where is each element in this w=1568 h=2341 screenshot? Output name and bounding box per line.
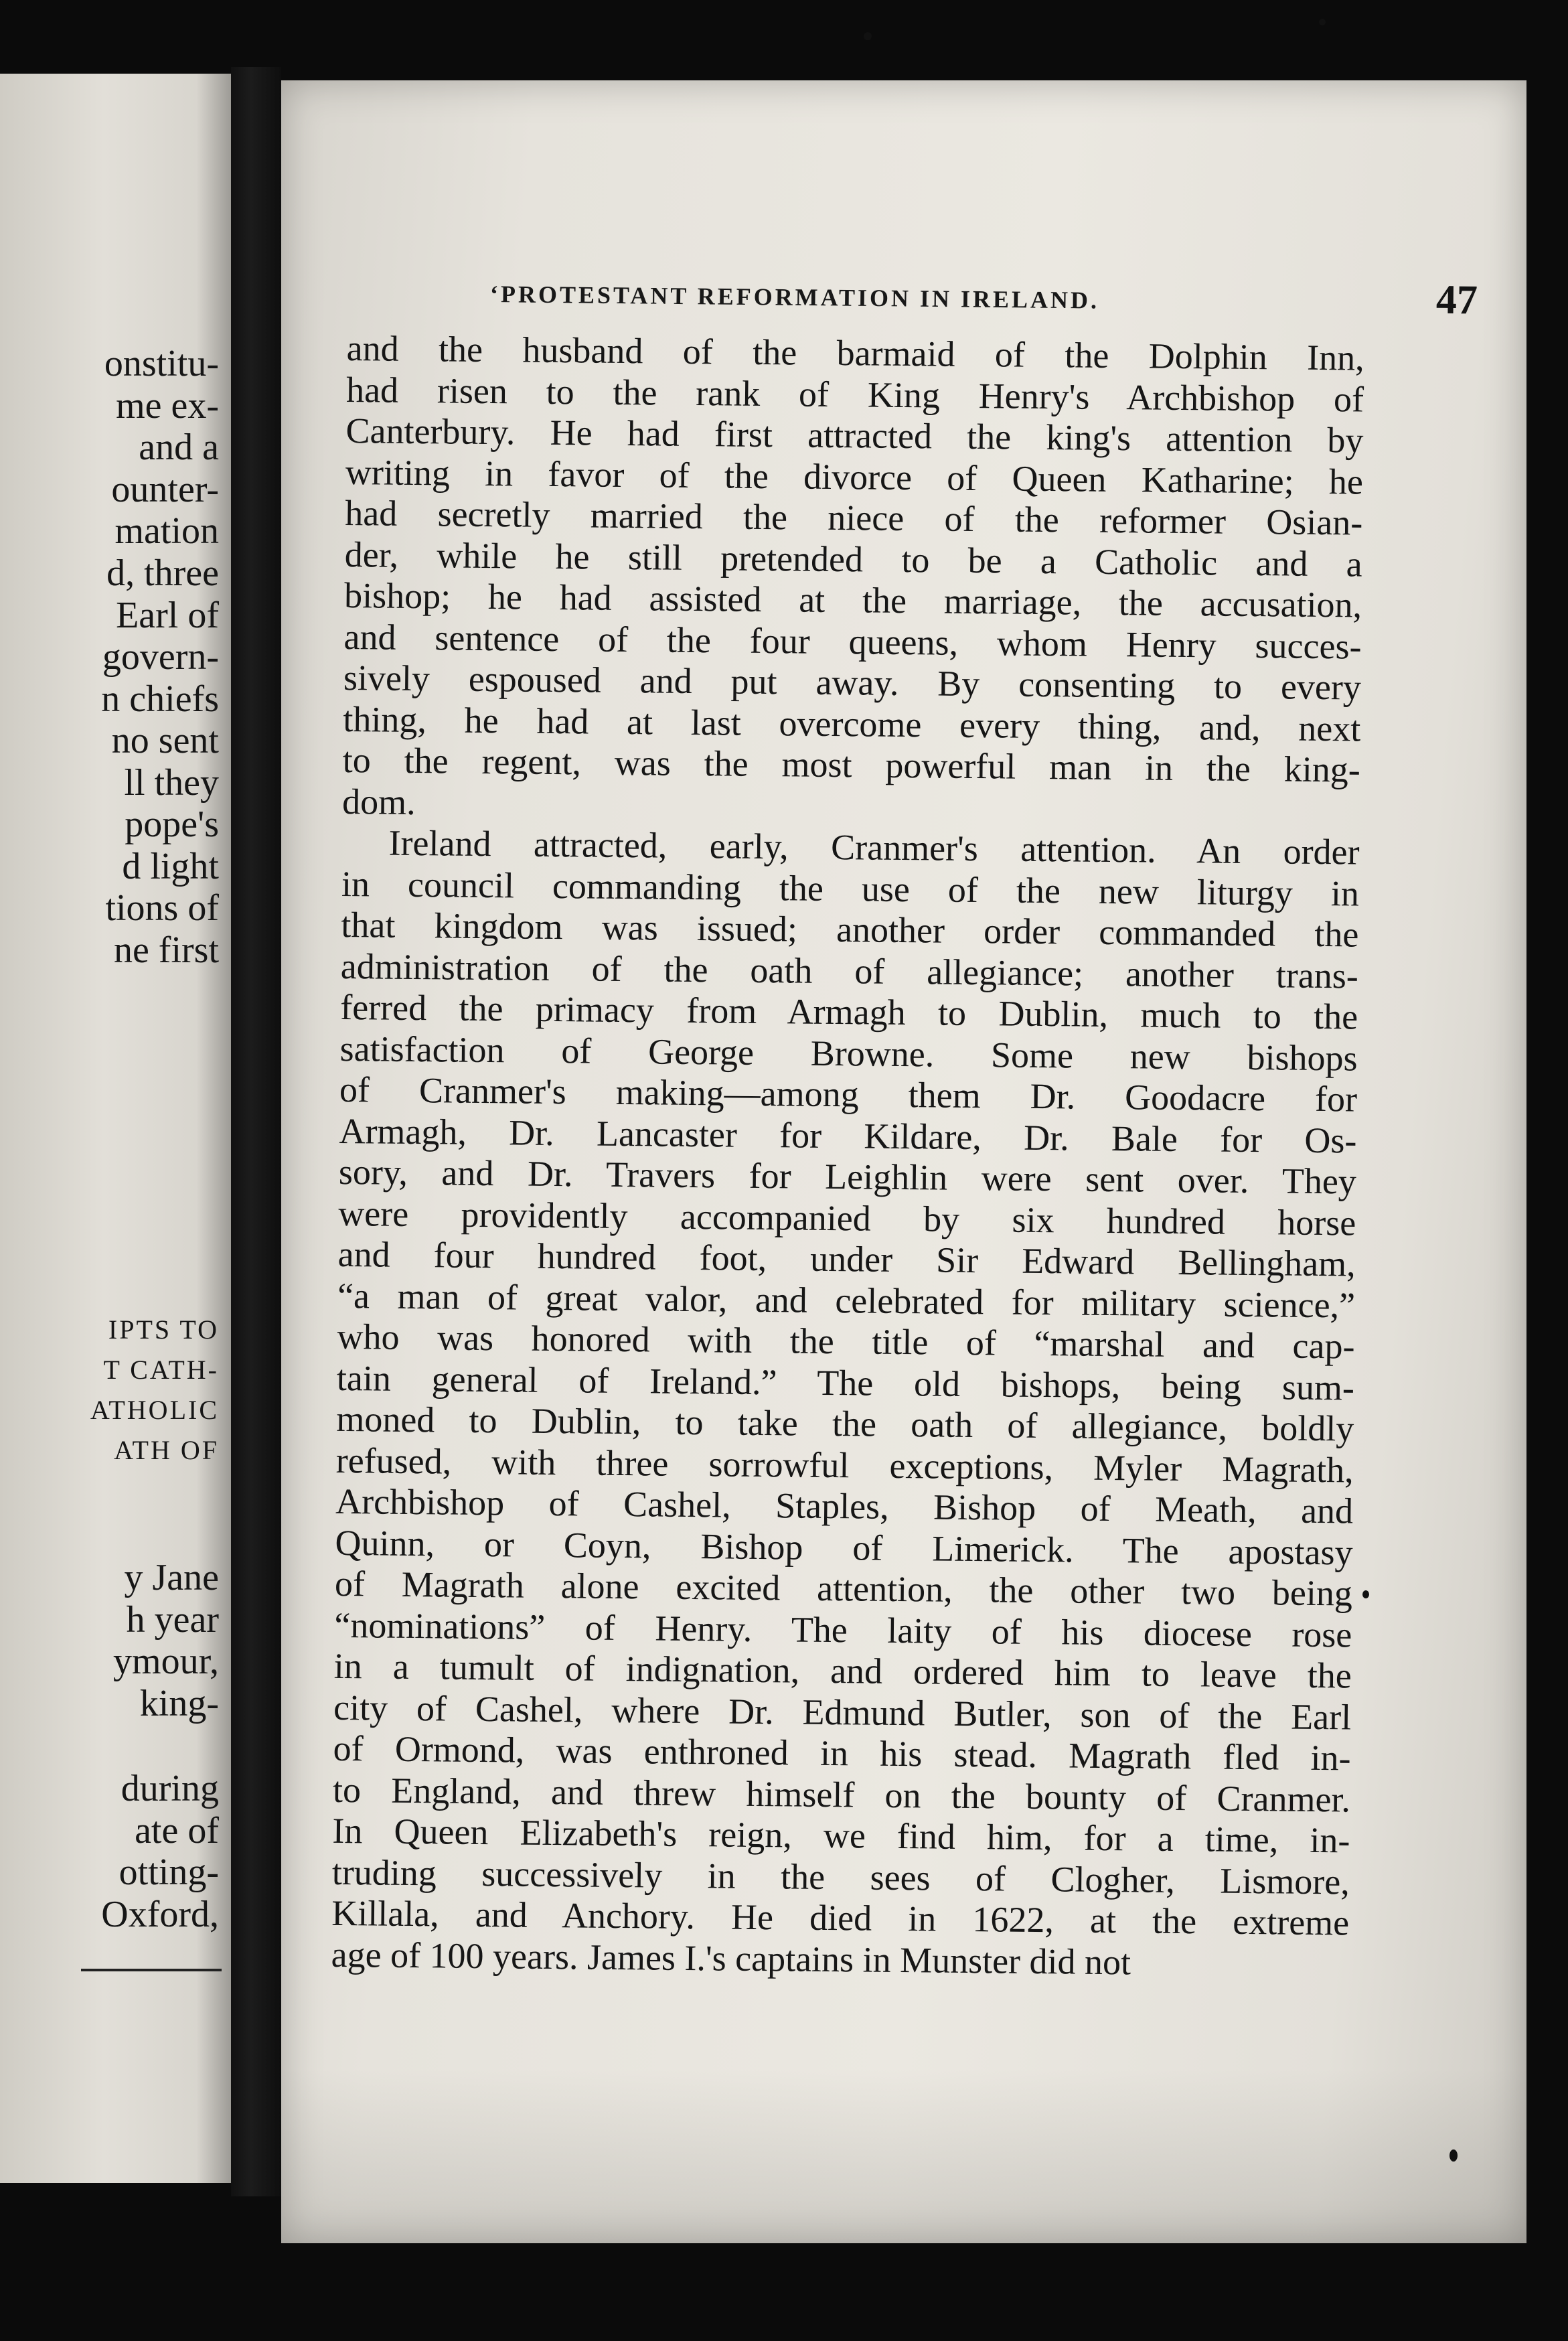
left-page-fragment: d light (122, 846, 219, 887)
text-line: of Cranmer's making—among them Dr. Goodacre for (339, 1069, 1358, 1120)
text-line: of Magrath alone excited attention, the other two being (334, 1563, 1353, 1614)
left-page-fragment: ate of (135, 1810, 219, 1852)
left-page-fragment: king- (139, 1683, 219, 1724)
paragraph-start-line: Ireland attracted, early, Cranmer's attention. An order (388, 822, 1360, 873)
left-page-fragment: and a (139, 427, 219, 468)
text-line: city of Cashel, where Dr. Edmund Butler, son of the Earl (333, 1687, 1352, 1737)
book-gutter (231, 67, 281, 2196)
scan-speck (1319, 19, 1326, 25)
scan-speck (1362, 1590, 1369, 1598)
left-page-fragment: IPTS TO (108, 1314, 219, 1345)
footnote-rule (81, 1969, 222, 1971)
text-line: Armagh, Dr. Lancaster for Kildare, Dr. Bale for Os- (339, 1110, 1357, 1161)
text-line: ferred the primacy from Armagh to Dublin, much to the (339, 986, 1358, 1037)
left-page-fragment: pope's (125, 804, 219, 845)
scan-speck (864, 32, 872, 40)
text-line: writing in favor of the divorce of Queen Katharine; he (345, 451, 1364, 502)
text-line: to England, and threw himself on the bounty of Cranmer. (332, 1769, 1351, 1819)
left-page-fragment: ATH OF (114, 1435, 219, 1465)
left-page-fragment: Earl of (116, 595, 219, 636)
left-page-fragment: d, three (106, 552, 219, 594)
left-page-fragment: n chiefs (101, 678, 219, 720)
left-page-fragment: onstitu- (104, 343, 219, 384)
text-line: truding successively in the sees of Clogher, Lismore, (331, 1852, 1350, 1902)
text-line: “a man of great valor, and celebrated for military science,” (337, 1275, 1356, 1326)
text-line: “nominations” of Henry. The laity of his diocese rose (334, 1604, 1352, 1655)
text-line: had secretly married the niece of the reformer Osian- (345, 492, 1363, 543)
text-line: in a tumult of indignation, and ordered him to leave the (333, 1645, 1352, 1696)
text-line: bishop; he had assisted at the marriage, the accusation, (343, 575, 1362, 625)
left-page-fragment: ymour, (113, 1641, 219, 1682)
page-number: 47 (1435, 277, 1478, 323)
text-line: Canterbury. He had first attracted the king's attention by (345, 410, 1364, 461)
body-text (331, 328, 1364, 1985)
text-line: moned to Dublin, to take the oath of allegiance, boldly (336, 1398, 1354, 1449)
left-page-fragment: ne first (113, 929, 219, 971)
book-page (281, 80, 1526, 2243)
left-page-fragment: mation (114, 510, 219, 552)
text-line: Archbishop of Cashel, Staples, Bishop of Meath, and (335, 1481, 1354, 1531)
left-page-fragment: T CATH- (103, 1355, 219, 1385)
text-line: to the regent, was the most powerful man in the king- (342, 739, 1361, 790)
text-line: of Ormond, was enthroned in his stead. Magrath fled in- (333, 1728, 1351, 1779)
text-line: sory, and Dr. Travers for Leighlin were sent over. They (338, 1151, 1357, 1202)
text-line: der, while he still pretended to be a Catholic and a (344, 534, 1362, 585)
text-line: dom. (341, 781, 416, 822)
text-line: and the husband of the barmaid of the Dolphin Inn, (346, 328, 1364, 378)
text-line: in council commanding the use of the new liturgy in (341, 863, 1360, 914)
text-line: had risen to the rank of King Henry's Archbishop of (345, 369, 1364, 420)
text-line: satisfaction of George Browne. Some new bishops (339, 1028, 1358, 1079)
text-line: tain general of Ireland.” The old bishops, being sum- (336, 1357, 1355, 1408)
left-page-fragment: govern- (102, 636, 219, 678)
left-page-fragment: ATHOLIC (90, 1395, 219, 1425)
text-line: and sentence of the four queens, whom Henry succes- (343, 616, 1362, 667)
left-page-fragment: me ex- (116, 385, 219, 427)
scan-speck (1449, 2149, 1458, 2162)
left-page-fragment: h year (126, 1599, 219, 1641)
text-line: were providently accompanied by six hundred horse (338, 1193, 1356, 1243)
left-page-fragment: otting- (119, 1852, 219, 1893)
text-line: refused, with three sorrowful exceptions, Myler Magrath, (335, 1440, 1354, 1491)
text-line: who was honored with the title of “marshal and cap- (337, 1316, 1355, 1367)
text-line: thing, he had at last overcome every thing, and, next (343, 698, 1361, 749)
left-page-fragment: y Jane (124, 1557, 219, 1598)
text-line: that kingdom was issued; another order commanded the (341, 904, 1359, 955)
text-line: administration of the oath of allegiance; another trans- (340, 946, 1359, 996)
previous-page-edge (0, 74, 231, 2183)
text-line: sively espoused and put away. By consenting to every (343, 657, 1362, 708)
page-title: ‘PROTESTANT REFORMATION IN IRELAND. (489, 281, 1100, 314)
left-page-fragment: during (121, 1768, 219, 1809)
text-line: In Queen Elizabeth's reign, we find him, for a time, in- (332, 1810, 1350, 1861)
text-line: age of 100 years. James I.'s captains in Munster did not (331, 1934, 1131, 1982)
running-header (489, 260, 1478, 337)
left-page-fragment: ll they (124, 762, 219, 804)
left-page-fragment: no sent (111, 720, 219, 761)
left-page-fragment: ounter- (111, 469, 219, 510)
left-page-fragment: Oxford, (101, 1894, 219, 1935)
left-page-fragment: tions of (105, 887, 219, 929)
text-line: Quinn, or Coyn, Bishop of Limerick. The apostasy (335, 1522, 1353, 1573)
text-line: Killala, and Anchory. He died in 1622, at the extreme (331, 1892, 1350, 1943)
text-line: and four hundred foot, under Sir Edward Bellingham, (337, 1233, 1356, 1284)
